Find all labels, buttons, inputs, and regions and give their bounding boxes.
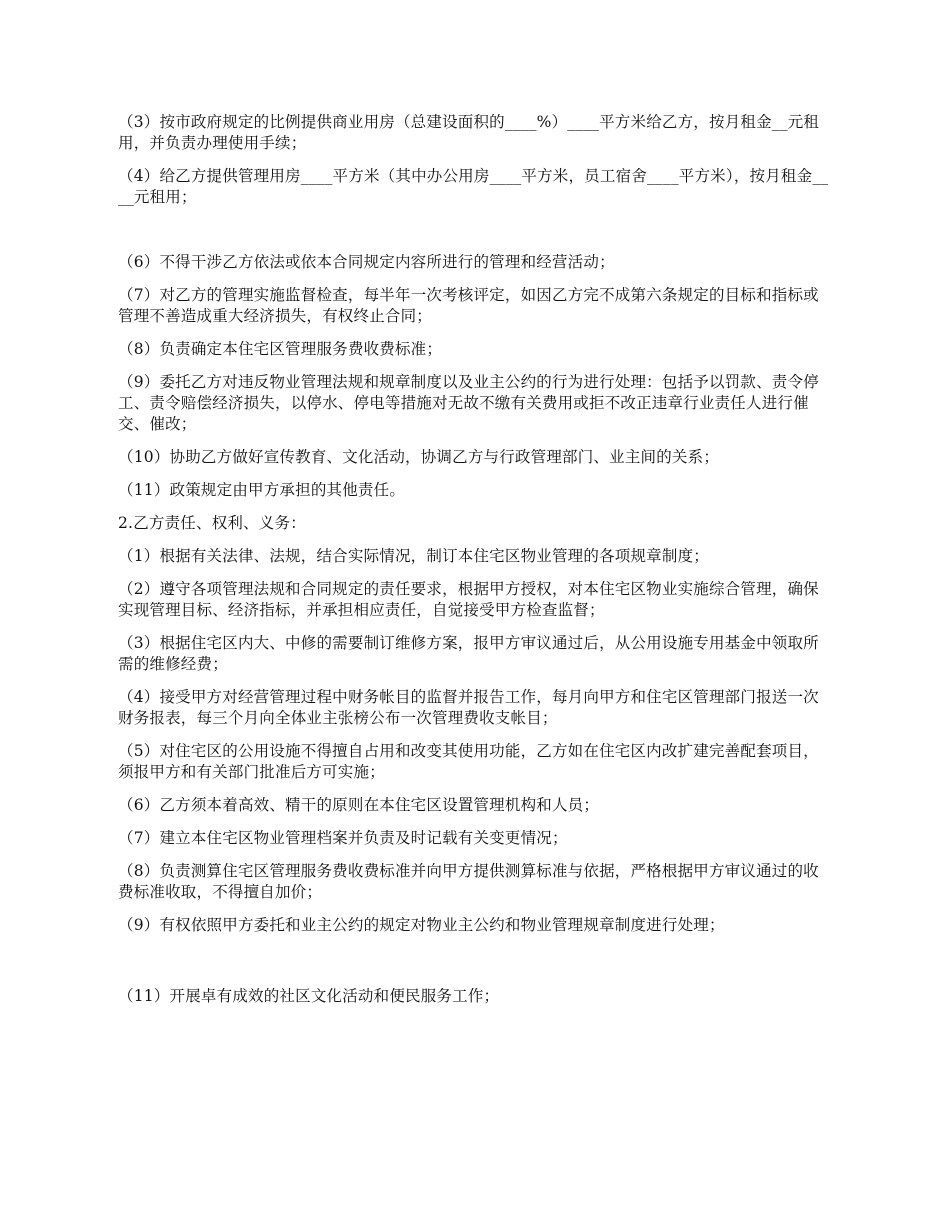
paragraph-b11: （11）开展卓有成效的社区文化活动和便民服务工作； (118, 987, 500, 1005)
paragraph-a3: （3）按市政府规定的比例提供商业用房（总建设面积的____%）____平方米给乙方，按月租金__元租用，并负责办理使用手续； (118, 113, 820, 152)
paragraph-a7: （7）对乙方的管理实施监督检查，每半年一次考核评定，如因乙方完不成第六条规定的目标和指标或管理不善造成重大经济损失，有权终止合同； (118, 286, 819, 325)
section-heading-party-b: 2.乙方责任、权利、义务： (118, 514, 306, 532)
paragraph-a11: （11）政策规定由甲方承担的其他责任。 (118, 481, 406, 499)
paragraph-b3: （3）根据住宅区内大、中修的需要制订维修方案，报甲方审议通过后，从公用设施专用基金中领取所需的维修经费； (118, 634, 819, 673)
blank-gap (118, 220, 834, 252)
paragraph-b5: （5）对住宅区的公用设施不得擅自占用和改变其使用功能，乙方如在住宅区内改扩建完善配套项目，须报甲方和有关部门批准后方可实施； (118, 742, 819, 781)
blank-gap (118, 948, 834, 986)
paragraph-a9: （9）委托乙方对违反物业管理法规和规章制度以及业主公约的行为进行处理：包括予以罚款、责令停工、责令赔偿经济损失，以停水、停电等措施对无故不缴有关费用或拒不改正违章行业责任人进行催交、催改； (118, 373, 819, 433)
paragraph-b1: （1）根据有关法律、法规，结合实际情况，制订本住宅区物业管理的各项规章制度； (118, 547, 709, 565)
paragraph-b6: （6）乙方须本着高效、精干的原则在本住宅区设置管理机构和人员； (118, 796, 600, 814)
paragraph-a4: （4）给乙方提供管理用房____平方米（其中办公用房____平方米，员工宿舍____平方米），按月租金____元租用； (118, 167, 829, 206)
paragraph-a10: （10）协助乙方做好宣传教育、文化活动，协调乙方与行政管理部门、业主间的关系； (118, 448, 720, 466)
paragraph-a6: （6）不得干涉乙方依法或依本合同规定内容所进行的管理和经营活动； (118, 253, 615, 271)
paragraph-b8: （8）负责测算住宅区管理服务费收费标准并向甲方提供测算标准与依据，严格根据甲方审议通过的收费标准收取，不得擅自加价； (118, 862, 819, 901)
paragraph-b4: （4）接受甲方对经营管理过程中财务帐目的监督并报告工作，每月向甲方和住宅区管理部门报送一次财务报表，每三个月向全体业主张榜公布一次管理费收支帐目； (118, 688, 819, 727)
paragraph-a8: （8）负责确定本住宅区管理服务费收费标准； (118, 340, 443, 358)
document-page (118, 112, 834, 1019)
paragraph-b2: （2）遵守各项管理法规和合同规定的责任要求，根据甲方授权，对本住宅区物业实施综合管理，确保实现管理目标、经济指标，并承担相应责任，自觉接受甲方检查监督； (118, 580, 819, 619)
paragraph-b9: （9）有权依照甲方委托和业主公约的规定对物业主公约和物业管理规章制度进行处理； (118, 916, 725, 934)
paragraph-b7: （7）建立本住宅区物业管理档案并负责及时记载有关变更情况； (118, 829, 568, 847)
